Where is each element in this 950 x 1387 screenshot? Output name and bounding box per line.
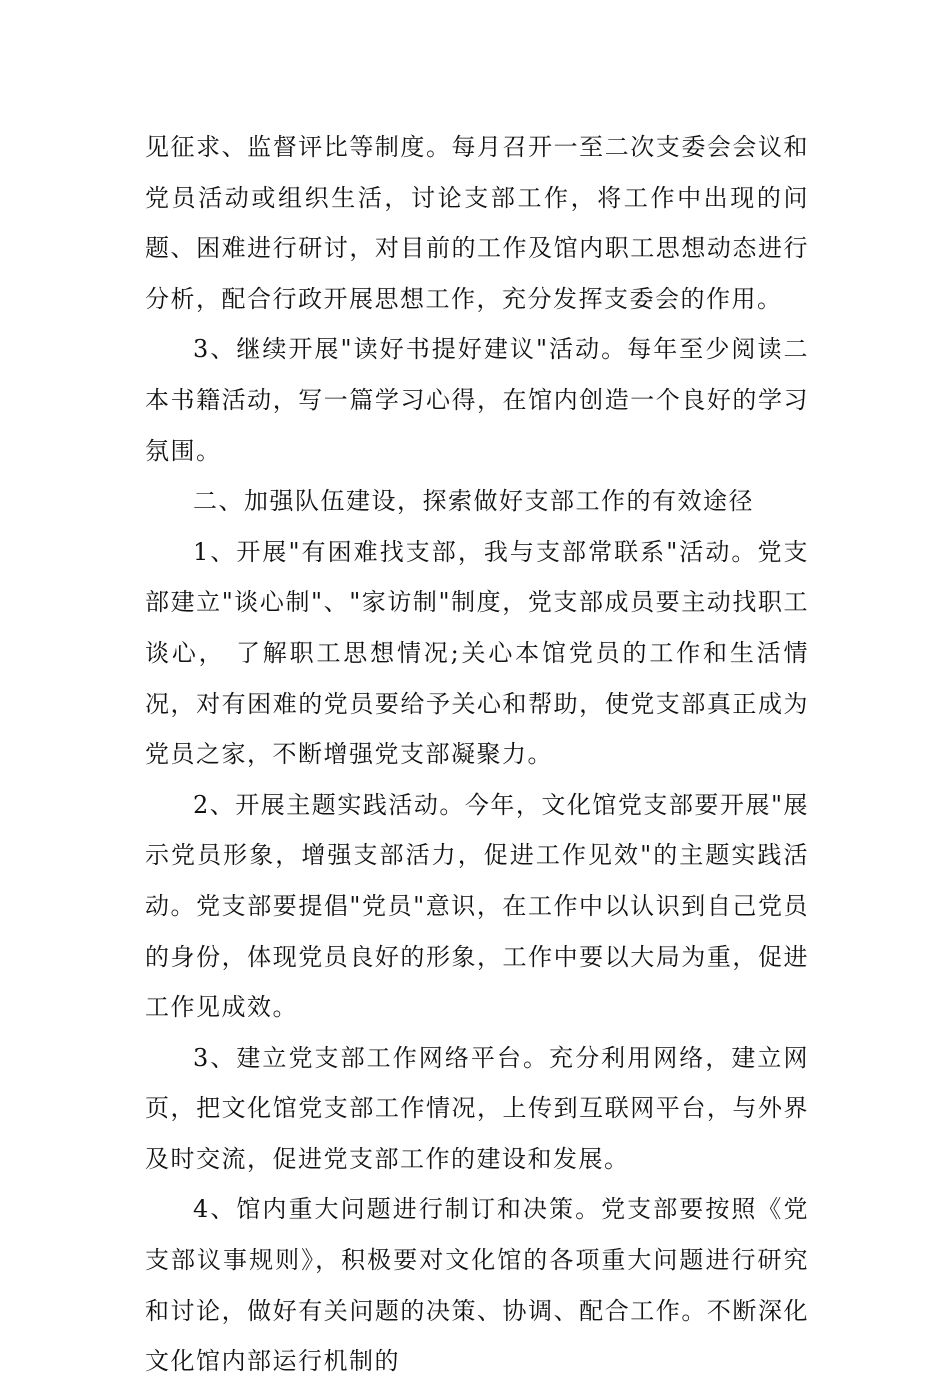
paragraph-theme-practice: 2、开展主题实践活动。今年，文化馆党支部要开展"展示党员形象，增强支部活力，促进工作见效"的主题实践活动。党支部要提倡"党员"意识，在工作中以认识到自己党员的身份，体现党员良好的形象，工作中要以大局为重，促进工作见成效。 [145, 790, 809, 1022]
paragraph-major-decisions: 4、馆内重大问题进行制订和决策。党支部要按照《党支部议事规则》，积极要对文化馆的各项重大问题进行研究和讨论，做好有关问题的决策、协调、配合工作。不断深化文化馆内部运行机制的 [145, 1195, 809, 1376]
section-heading-team-building: 二、加强队伍建设，探索做好支部工作的有效途径 [193, 487, 754, 516]
paragraph-continued: 见征求、监督评比等制度。每月召开一至二次支委会会议和党员活动或组织生活，讨论支部工作，将工作中出现的问题、困难进行研讨，对目前的工作及馆内职工思想动态进行分析，配合行政开展思想工作，充分发挥支委会的作用。 [145, 133, 809, 313]
paragraph-contact-activity: 1、开展"有困难找支部，我与支部常联系"活动。党支部建立"谈心制"、"家访制"制度，党支部成员要主动找职工谈心， 了解职工思想情况;关心本馆党员的工作和生活情况，对有困难的党员要给予关心和帮助，使党支部真正成为党员之家，不断增强党支部凝聚力。 [145, 537, 809, 769]
paragraph-network-platform: 3、建立党支部工作网络平台。充分利用网络，建立网页，把文化馆党支部工作情况，上传到互联网平台，与外界及时交流，促进党支部工作的建设和发展。 [145, 1043, 809, 1173]
paragraph-reading-activity: 3、继续开展"读好书提好建议"活动。每年至少阅读二本书籍活动，写一篇学习心得，在馆内创造一个良好的学习氛围。 [145, 335, 809, 465]
document-body [145, 122, 809, 1387]
